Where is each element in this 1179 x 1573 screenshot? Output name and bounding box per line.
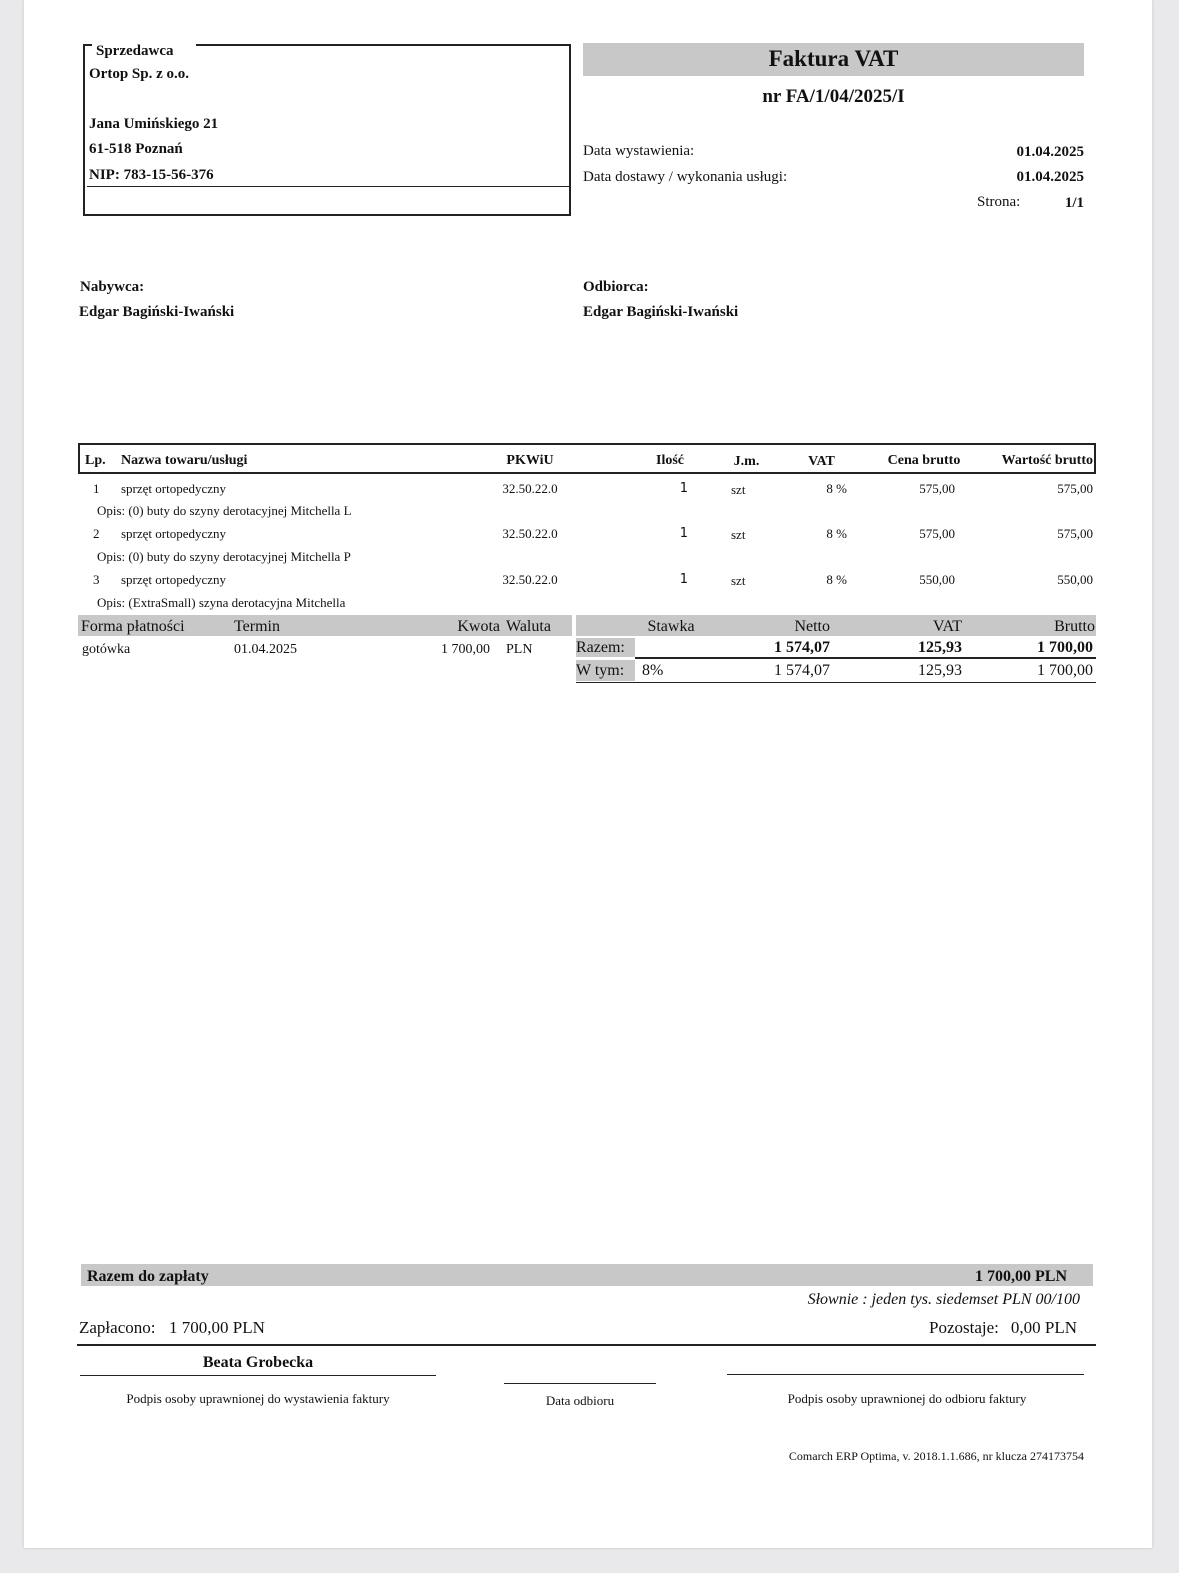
to-pay-label: Razem do zapłaty	[87, 1268, 209, 1285]
row2-vat: 8 %	[826, 526, 847, 541]
row1-name: sprzęt ortopedyczny	[121, 481, 227, 496]
seller-name: Ortop Sp. z o.o.	[89, 66, 190, 82]
receiver-signature-line	[727, 1374, 1084, 1375]
row2-name: sprzęt ortopedyczny	[121, 526, 227, 541]
vat-header-gross: Brutto	[1054, 618, 1095, 635]
row2-total: 575,00	[1057, 526, 1093, 541]
row3-name: sprzęt ortopedyczny	[121, 572, 227, 587]
header-vat: VAT	[808, 454, 835, 469]
header-qty: Ilość	[656, 453, 684, 468]
row3-unit: szt	[731, 573, 746, 588]
issuer-name: Beata Grobecka	[202, 1354, 314, 1371]
row3-unit-price: 550,00	[919, 572, 955, 587]
vat-total-vat: 125,93	[918, 639, 962, 656]
vat-incl-gross: 1 700,00	[1037, 662, 1093, 679]
header-unit-price: Cena brutto	[887, 453, 961, 468]
vat-incl-rate: 8%	[642, 662, 664, 679]
row1-unit-price: 575,00	[919, 481, 955, 496]
recipient-label: Odbiorca:	[583, 279, 649, 295]
vat-total-underline	[635, 657, 1096, 659]
paid-value: 1 700,00 PLN	[169, 1318, 265, 1337]
paid-label: Zapłacono:	[79, 1318, 156, 1337]
seller-street: Jana Umińskiego 21	[89, 116, 219, 132]
row3-pkwiu: 32.50.22.0	[502, 572, 558, 587]
payment-header-method: Forma płatności	[81, 618, 185, 635]
header-total: Wartość brutto	[1001, 453, 1093, 468]
row2-desc: Opis: (0) buty do szyny derotacyjnej Mitchella P	[97, 549, 351, 564]
row1-lp: 1	[93, 481, 100, 496]
seller-divider	[87, 186, 569, 187]
page-label: Strona:	[977, 194, 1021, 210]
row1-unit: szt	[731, 482, 746, 497]
header-lp: Lp.	[85, 453, 106, 468]
issue-date: 01.04.2025	[1016, 144, 1084, 160]
seller-nip: NIP: 783-15-56-376	[89, 167, 214, 183]
delivery-date: 01.04.2025	[1016, 169, 1084, 185]
payment-amount: 1 700,00	[441, 642, 490, 657]
remaining-value: 0,00 PLN	[1010, 1318, 1077, 1337]
vat-incl-underline	[576, 682, 1096, 683]
amount-in-words: Słownie : jeden tys. siedemset PLN 00/100	[807, 1291, 1080, 1308]
vat-total-net: 1 574,07	[774, 639, 830, 656]
seller-city: 61-518 Poznań	[89, 141, 183, 157]
receipt-date-caption: Data odbioru	[545, 1393, 615, 1408]
buyer-label: Nabywca:	[80, 279, 145, 295]
vat-total-gross: 1 700,00	[1037, 639, 1093, 656]
payment-term: 01.04.2025	[234, 642, 297, 657]
vat-header-vat: VAT	[932, 618, 962, 635]
vat-total-label: Razem:	[576, 639, 625, 656]
row3-lp: 3	[93, 572, 100, 587]
row3-total: 550,00	[1057, 572, 1093, 587]
row2-qty: 1	[679, 526, 688, 541]
to-pay-value: 1 700,00 PLN	[975, 1268, 1067, 1285]
row1-total: 575,00	[1057, 481, 1093, 496]
row1-vat: 8 %	[826, 481, 847, 496]
row2-lp: 2	[93, 526, 100, 541]
issue-date-label: Data wystawienia:	[583, 143, 695, 159]
delivery-date-label: Data dostawy / wykonania usługi:	[583, 169, 788, 185]
row3-qty: 1	[679, 572, 688, 587]
totals-divider	[77, 1344, 1096, 1346]
software-footer: Comarch ERP Optima, v. 2018.1.1.686, nr klucza 274173754	[788, 1449, 1084, 1463]
row3-desc: Opis: (ExtraSmall) szyna derotacyjna Mitchella	[97, 595, 346, 610]
vat-header-rate: Stawka	[647, 618, 695, 635]
row2-unit: szt	[731, 527, 746, 542]
page-value: 1/1	[1064, 195, 1084, 211]
invoice-title: Faktura VAT	[768, 46, 899, 71]
vat-incl-net: 1 574,07	[774, 662, 830, 679]
row2-unit-price: 575,00	[919, 526, 955, 541]
header-pkwiu: PKWiU	[506, 453, 554, 468]
payment-header-term: Termin	[234, 618, 280, 635]
header-unit: J.m.	[733, 454, 760, 469]
remaining-label: Pozostaje:	[929, 1318, 999, 1337]
row2-pkwiu: 32.50.22.0	[502, 526, 558, 541]
invoice-page	[24, 0, 1152, 1548]
row1-pkwiu: 32.50.22.0	[502, 481, 558, 496]
payment-currency: PLN	[506, 642, 533, 657]
header-name: Nazwa towaru/usługi	[121, 453, 248, 468]
receiver-caption: Podpis osoby uprawnionej do odbioru faktury	[787, 1391, 1027, 1406]
recipient-name: Edgar Bagiński-Iwański	[583, 304, 739, 320]
payment-header-currency: Waluta	[506, 618, 551, 635]
payment-header-amount: Kwota	[457, 618, 500, 635]
vat-incl-label: W tym:	[576, 662, 625, 679]
payment-method: gotówka	[82, 642, 131, 657]
buyer-name: Edgar Bagiński-Iwański	[79, 304, 235, 320]
row1-qty: 1	[679, 481, 688, 496]
seller-label: Sprzedawca	[96, 43, 174, 59]
vat-header-net: Netto	[794, 618, 830, 635]
issuer-signature-line	[80, 1375, 436, 1376]
receipt-date-line	[504, 1383, 656, 1384]
issuer-caption: Podpis osoby uprawnionej do wystawienia faktury	[126, 1391, 390, 1406]
row3-vat: 8 %	[826, 572, 847, 587]
row1-desc: Opis: (0) buty do szyny derotacyjnej Mitchella L	[97, 503, 352, 518]
vat-incl-vat: 125,93	[918, 662, 962, 679]
invoice-number: nr FA/1/04/2025/I	[762, 86, 905, 107]
